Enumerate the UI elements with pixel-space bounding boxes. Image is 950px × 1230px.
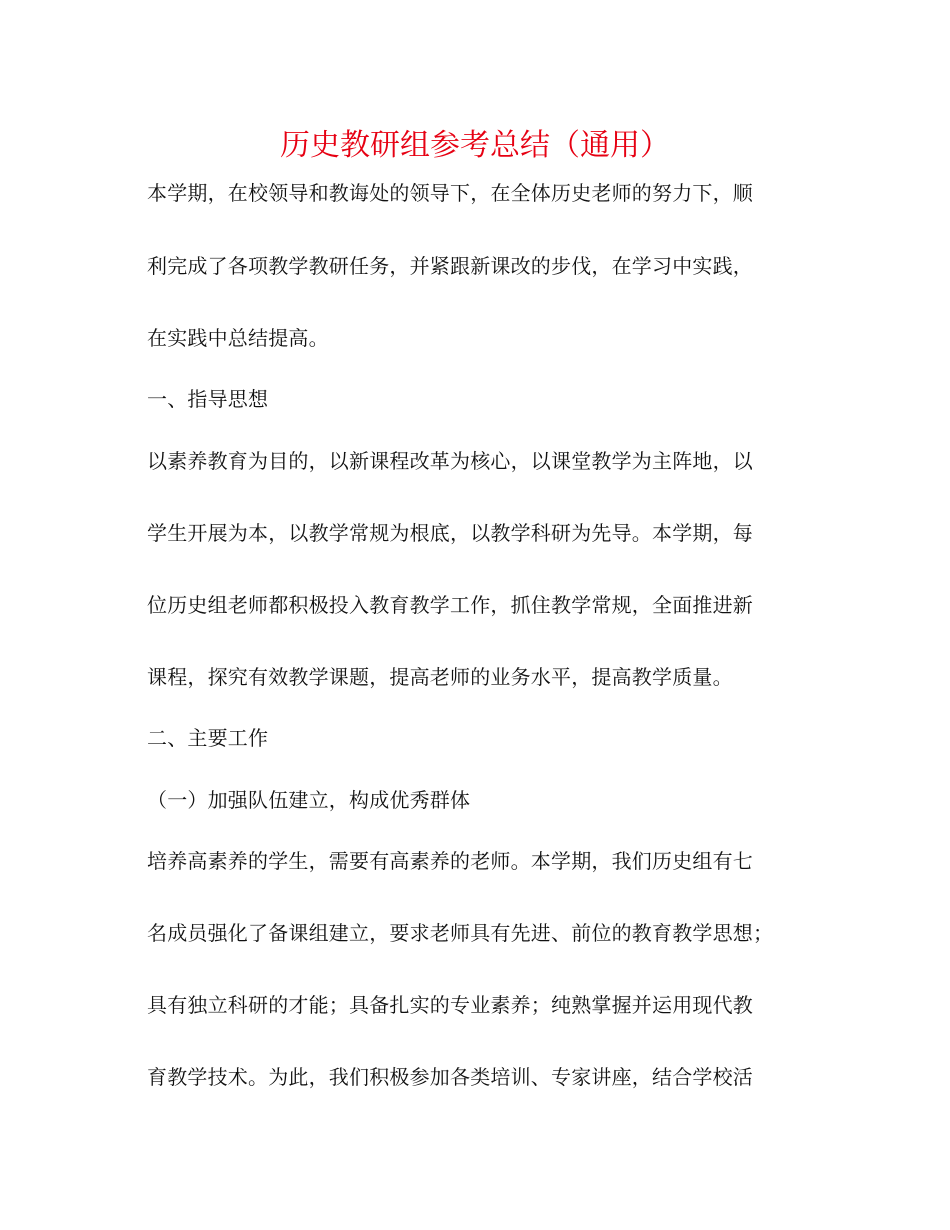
document-title: 历史教研组参考总结（通用） [280, 128, 670, 163]
paragraph-line: 位历史组老师都积极投入教育教学工作，抓住教学常规，全面推进新 [147, 593, 753, 617]
section-heading: 一、指导思想 [147, 387, 269, 411]
paragraph-line: 利完成了各项教学教研任务，并紧跟新课改的步伐，在学习中实践， [147, 254, 753, 278]
paragraph-line: 学生开展为本，以教学常规为根底，以教学科研为先导。本学期，每 [147, 521, 753, 545]
paragraph-line: 本学期，在校领导和教诲处的领导下，在全体历史老师的努力下，顺 [147, 181, 753, 205]
section-heading: 二、主要工作 [147, 726, 269, 750]
paragraph-line: 在实践中总结提高。 [147, 326, 329, 350]
paragraph-line: 具有独立科研的才能；具备扎实的专业素养；纯熟掌握并运用现代教 [147, 993, 753, 1017]
paragraph-line: 培养高素养的学生，需要有高素养的老师。本学期，我们历史组有七 [147, 849, 753, 873]
paragraph-line: 育教学技术。为此，我们积极参加各类培训、专家讲座，结合学校活 [147, 1065, 753, 1089]
paragraph-line: 以素养教育为目的，以新课程改革为核心，以课堂教学为主阵地，以 [147, 449, 753, 473]
paragraph-line: 名成员强化了备课组建立，要求老师具有先进、前位的教育教学思想； [147, 921, 774, 945]
subsection-heading: （一）加强队伍建立，构成优秀群体 [147, 788, 471, 812]
paragraph-line: 课程，探究有效教学课题，提高老师的业务水平，提高教学质量。 [147, 665, 733, 689]
